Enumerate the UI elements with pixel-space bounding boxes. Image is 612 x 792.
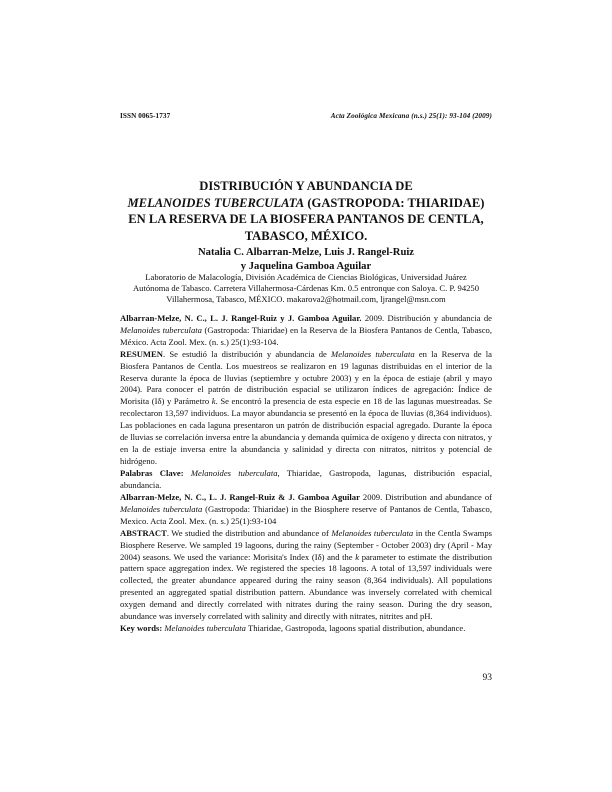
abstract-text-3: parameter to estimate the distribution pattern space aggregation index. We registered the species 18 lagoons. A total of 13,597 individuals were collected, the greater abundance appeared during the rainy season (8,364 individuals). All populations presented an aggregated spatial distribution pattern. Abundance was inversely correlated with chemical oxygen demand and directly correlated with nitrates during the rainy season. During the dry season, abundance was inversely correlated with salinity and directly with nitrates, nitrites and pH. [120,551,492,622]
authors-line-1: Natalia C. Albarran-Melze, Luis J. Rangel-Ruiz [198,247,414,258]
abstract-paragraph [120,528,492,623]
journal-header: Acta Zoológica Mexicana (n.s.) 25(1): 93-104 (2009) [330,112,492,120]
spanish-citation-text-2: (Gastropoda: Thiaridae) en la Reserva de la Biosfera Pantanos de Centla, Tabasco, México. Acta Zool. Mex. (n. s.) 25(1):93-104. [120,324,492,347]
title-taxon: (GASTROPODA: THIARIDAE) [304,195,485,210]
spanish-summary [120,313,492,492]
abstract-text: . We studied the distribution and abundance of [166,527,332,538]
title-line-4: TABASCO, MÉXICO. [244,228,368,243]
abstract-k: k [355,551,360,562]
resumen-species: Melanoides tuberculata [331,348,415,359]
issn-header: ISSN 0065-1737 [120,112,171,120]
key-words-text: Thiaridae, Gastropoda, lagoons spatial distribution, abundance. [245,622,466,633]
english-citation-text-2: (Gastropoda: Thiaridae) in the Biosphere reserve of Pantanos de Centla, Tabasco, Mexico. Acta Zool. Mex. (n. s.) 25(1):93-104 [120,503,492,526]
spanish-citation [120,313,492,349]
english-citation-species: Melanoides tuberculata [120,503,203,514]
authors-line-2: y Jaquelina Gamboa Aguilar [240,261,372,272]
page-number: 93 [482,673,492,683]
palabras-clave-label: Palabras Clave: [120,467,184,478]
spanish-citation-species: Melanoides tuberculata [120,324,202,335]
title-line-1: DISTRIBUCIÓN Y ABUNDANCIA DE [199,179,413,193]
article-title [100,178,512,244]
palabras-clave [120,468,492,492]
palabras-clave-text: , Thiaridae, Gastropoda, lagunas, distribución espacial, abundancia. [120,467,492,490]
english-citation-text: 2009. Distribution and abundance of [359,492,492,502]
affiliation [100,272,512,306]
title-line-2 [100,195,512,212]
resumen-paragraph [120,349,492,468]
palabras-clave-species: Melanoides tuberculata [183,467,278,478]
title-species: MELANOIDES TUBERCULATA [127,195,305,210]
resumen-text-2: en la Reserva de la Biosfera Pantanos de Centla. Los muestreos se realizaron en 19 lagunas distribuidas en el interior de la Reserva durante la época de lluvias (septiembre y octubre 2003) y en la época de estiaje (abril y mayo 2004). Para conocer el patrón de distribución espacial se utilizaron índices de agregación: Índice de Morisita (Iδ) y Parámetro [120,348,492,407]
affiliation-line-3: Villahermosa, Tabasco, MÉXICO. makarova2@hotmail.com, ljrangel@msn.com [166,294,446,305]
resumen-k: k [211,396,216,407]
spanish-citation-text: 2009. Distribución y abundancia de [361,313,492,323]
abstract-text-2: in the Centla Swamps Biosphere Reserve. We sampled 19 lagoons, during the rainy (September - October 2003) dry (April - May 2004) seasons. We used the variance: Morisita's Index (Iδ) and the [120,527,492,562]
spanish-citation-authors: Albarran-Melze, N. C., L. J. Rangel-Ruiz y J. Gamboa Aguilar. [120,313,362,323]
affiliation-line-2: Autónoma de Tabasco. Carretera Villahermosa-Cárdenas Km. 0.5 entronque con Saloya. C. P. 94250 [132,283,480,294]
english-citation-authors: Albarran-Melze, N. C., L. J. Rangel-Ruiz & J. Gamboa Aguilar [120,492,360,502]
resumen-label: RESUMEN [120,348,163,359]
english-summary [120,492,492,635]
key-words-label: Key words: [120,622,163,633]
english-citation [120,492,492,528]
key-words [120,623,492,635]
authors [100,246,512,274]
resumen-text-3: . Se encontró la presencia de esta especie en 18 de las lagunas muestreadas. Se recolectaron 13,597 individuos. La mayor abundancia se presentó en la época de lluvias (8,364 individuos). Las poblaciones en cada laguna presentaron un patrón de distribución espacial agregado. Durante la época de lluvias se correlación inversa entre la abundancia y demanda química de oxígeno y directa con nitratos, y en la de estiaje inversa entre la abundancia y salinidad y directa con nitratos, nitritos y potencial de hidrógeno. [120,396,492,466]
abstract-label: ABSTRACT [120,527,167,538]
abstract-species: Melanoides tuberculata [331,527,414,538]
affiliation-line-1: Laboratorio de Malacología, División Académica de Ciencias Biológicas, Universidad Juárez [145,272,467,282]
title-line-3: EN LA RESERVA DE LA BIOSFERA PANTANOS DE CENTLA, [128,212,484,226]
resumen-text: . Se estudió la distribución y abundancia de [162,348,332,359]
key-words-species: Melanoides tuberculata [162,622,246,633]
